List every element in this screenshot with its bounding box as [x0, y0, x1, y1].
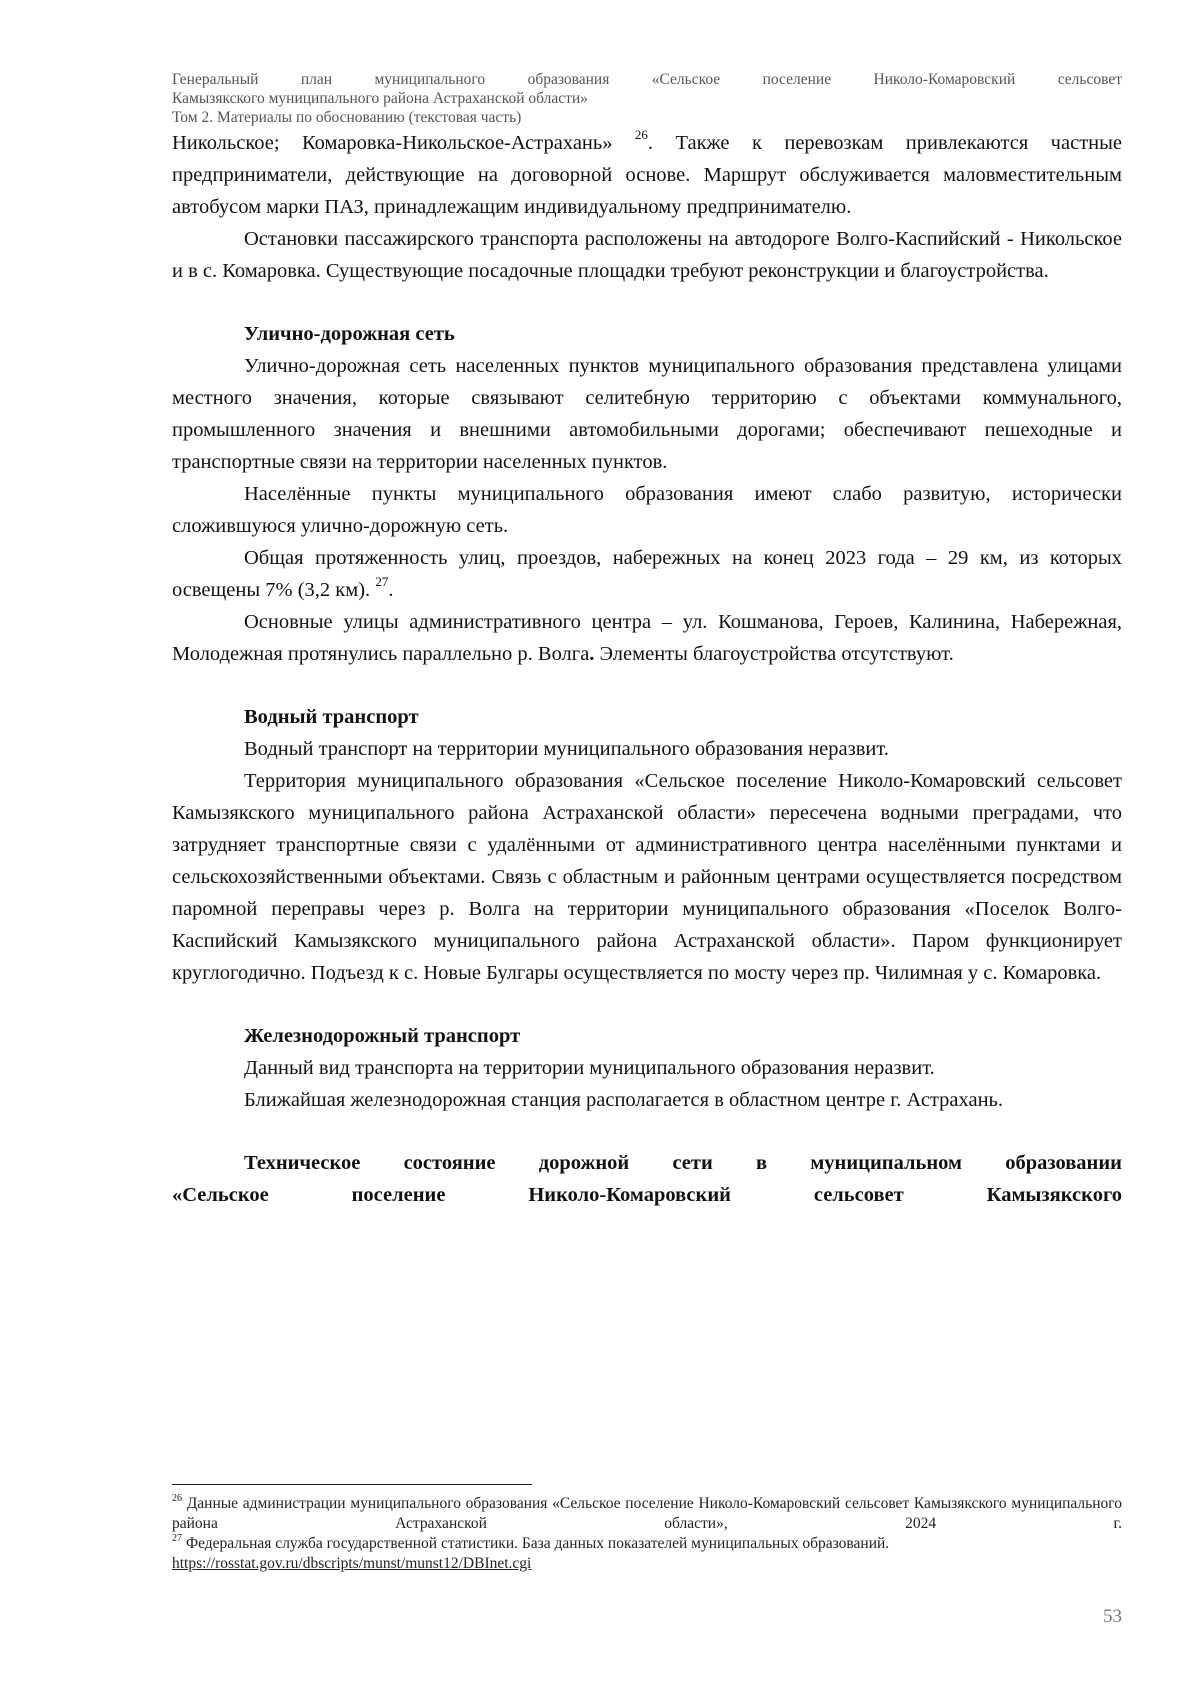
footnote-27 [172, 1534, 1122, 1574]
running-header [172, 70, 1122, 127]
water-paragraph-1: Водный транспорт на территории муниципального образования неразвит. [244, 738, 889, 760]
intro-text-rest: . Также к перевозкам привлекаются частные предприниматели, действующие на договорной основе. Маршрут обслуживается маловместительным автобусом марки ПАЗ, принадлежащим индивидуальному предпринимателю. [172, 132, 1122, 218]
intro-paragraph-2: Остановки пассажирского транспорта расположены на автодороге Волго-Каспийский - Никольское и в с. Комаровка. Существующие посадочные площадки требуют реконструкции и благоустройства. [172, 228, 1122, 282]
footnote-26 [172, 1494, 1122, 1534]
intro-paragraph-1 [172, 127, 1122, 223]
rail-paragraph-1: Данный вид транспорта на территории муниципального образования неразвит. [244, 1057, 935, 1079]
header-line-3: Том 2. Материалы по обоснованию (текстовая часть) [172, 109, 522, 126]
footnote-26-number: 26 [172, 1492, 182, 1504]
section-heading-tech-line-2: «Сельское поселение Николо-Комаровский сельсовет Камызякского [172, 1184, 1122, 1206]
footnote-27-link[interactable]: https://rosstat.gov.ru/dbscripts/munst/munst12/DBInet.cgi [172, 1555, 532, 1572]
section-heading-rail: Железнодорожный транспорт [244, 1025, 521, 1047]
intro-text: Никольское; Комаровка-Никольское-Астрахань» [172, 132, 635, 154]
footnote-ref-27[interactable]: 27 [375, 574, 389, 590]
roads-p3-rest: . [388, 579, 394, 601]
rail-paragraph-2: Ближайшая железнодорожная станция располагается в областном центре г. Астрахань. [244, 1089, 1004, 1111]
section-heading-roads: Улично-дорожная сеть [244, 323, 455, 345]
roads-paragraph-2: Населённые пункты муниципального образования имеют слабо развитую, исторически сложившуюся улично-дорожную сеть. [172, 483, 1122, 537]
footnotes [172, 1494, 1122, 1574]
document-body [172, 127, 1122, 1211]
section-heading-tech-line-1: Техническое состояние дорожной сети в муниципальном образовании [244, 1152, 1122, 1174]
roads-p3-text: Общая протяженность улиц, проездов, набережных на конец 2023 года – 29 км, из которых освещены 7% (3,2 км). [172, 547, 1122, 601]
footnote-27-number: 27 [172, 1532, 182, 1544]
roads-p4-bold: . [589, 643, 595, 665]
footnote-27-text: Федеральная служба государственной статистики. База данных показателей муниципальных образований. [182, 1535, 890, 1552]
roads-p4-b: Элементы благоустройства отсутствуют. [594, 643, 954, 665]
roads-paragraph-1: Улично-дорожная сеть населенных пунктов муниципального образования представлена улицами местного значения, которые связывают селитебную территорию с объектами коммунального, промышленного значения и внешними автомобильными дорогами; обеспечивают пешеходные и транспортные связи на территории населенных пунктов. [172, 355, 1122, 473]
roads-p4-a: Основные улицы административного центра – ул. Кошманова, Героев, Калинина, Набережная, Молодежная протянулись параллельно р. Волга [172, 611, 1122, 665]
roads-paragraph-3 [172, 542, 1122, 606]
header-line-2: Камызякского муниципального района Астраханской области» [172, 90, 588, 107]
document-page [172, 70, 1122, 1211]
footnote-26-text: Данные администрации муниципального образования «Сельское поселение Николо-Комаровский сельсовет Камызякского муниципального района Астраханской области», 2024 г. [172, 1495, 1122, 1532]
header-line-1: Генеральный план муниципального образования «Сельское поселение Николо-Комаровский сельсовет [172, 71, 1122, 88]
water-paragraph-2: Территория муниципального образования «Сельское поселение Николо-Комаровский сельсовет Камызякского муниципального района Астраханской области» пересечена водными преградами, что затрудняет транспортные связи с удалёнными от административного центра населёнными пунктами и сельскохозяйственными объектами. Связь с областным и районным центрами осуществляется посредством паромной переправы через р. Волга на территории муниципального образования «Поселок Волго-Каспийский Камызякского муниципального района Астраханской области». Паром функционирует круглогодично. Подъезд к с. Новые Булгары осуществляется по мосту через пр. Чилимная у с. Комаровка. [172, 770, 1122, 984]
page-number: 53 [1103, 1606, 1122, 1627]
roads-paragraph-4 [172, 606, 1122, 670]
footnote-ref-26[interactable]: 26 [634, 127, 648, 143]
footnote-separator [172, 1484, 532, 1485]
section-heading-water: Водный транспорт [244, 706, 419, 728]
